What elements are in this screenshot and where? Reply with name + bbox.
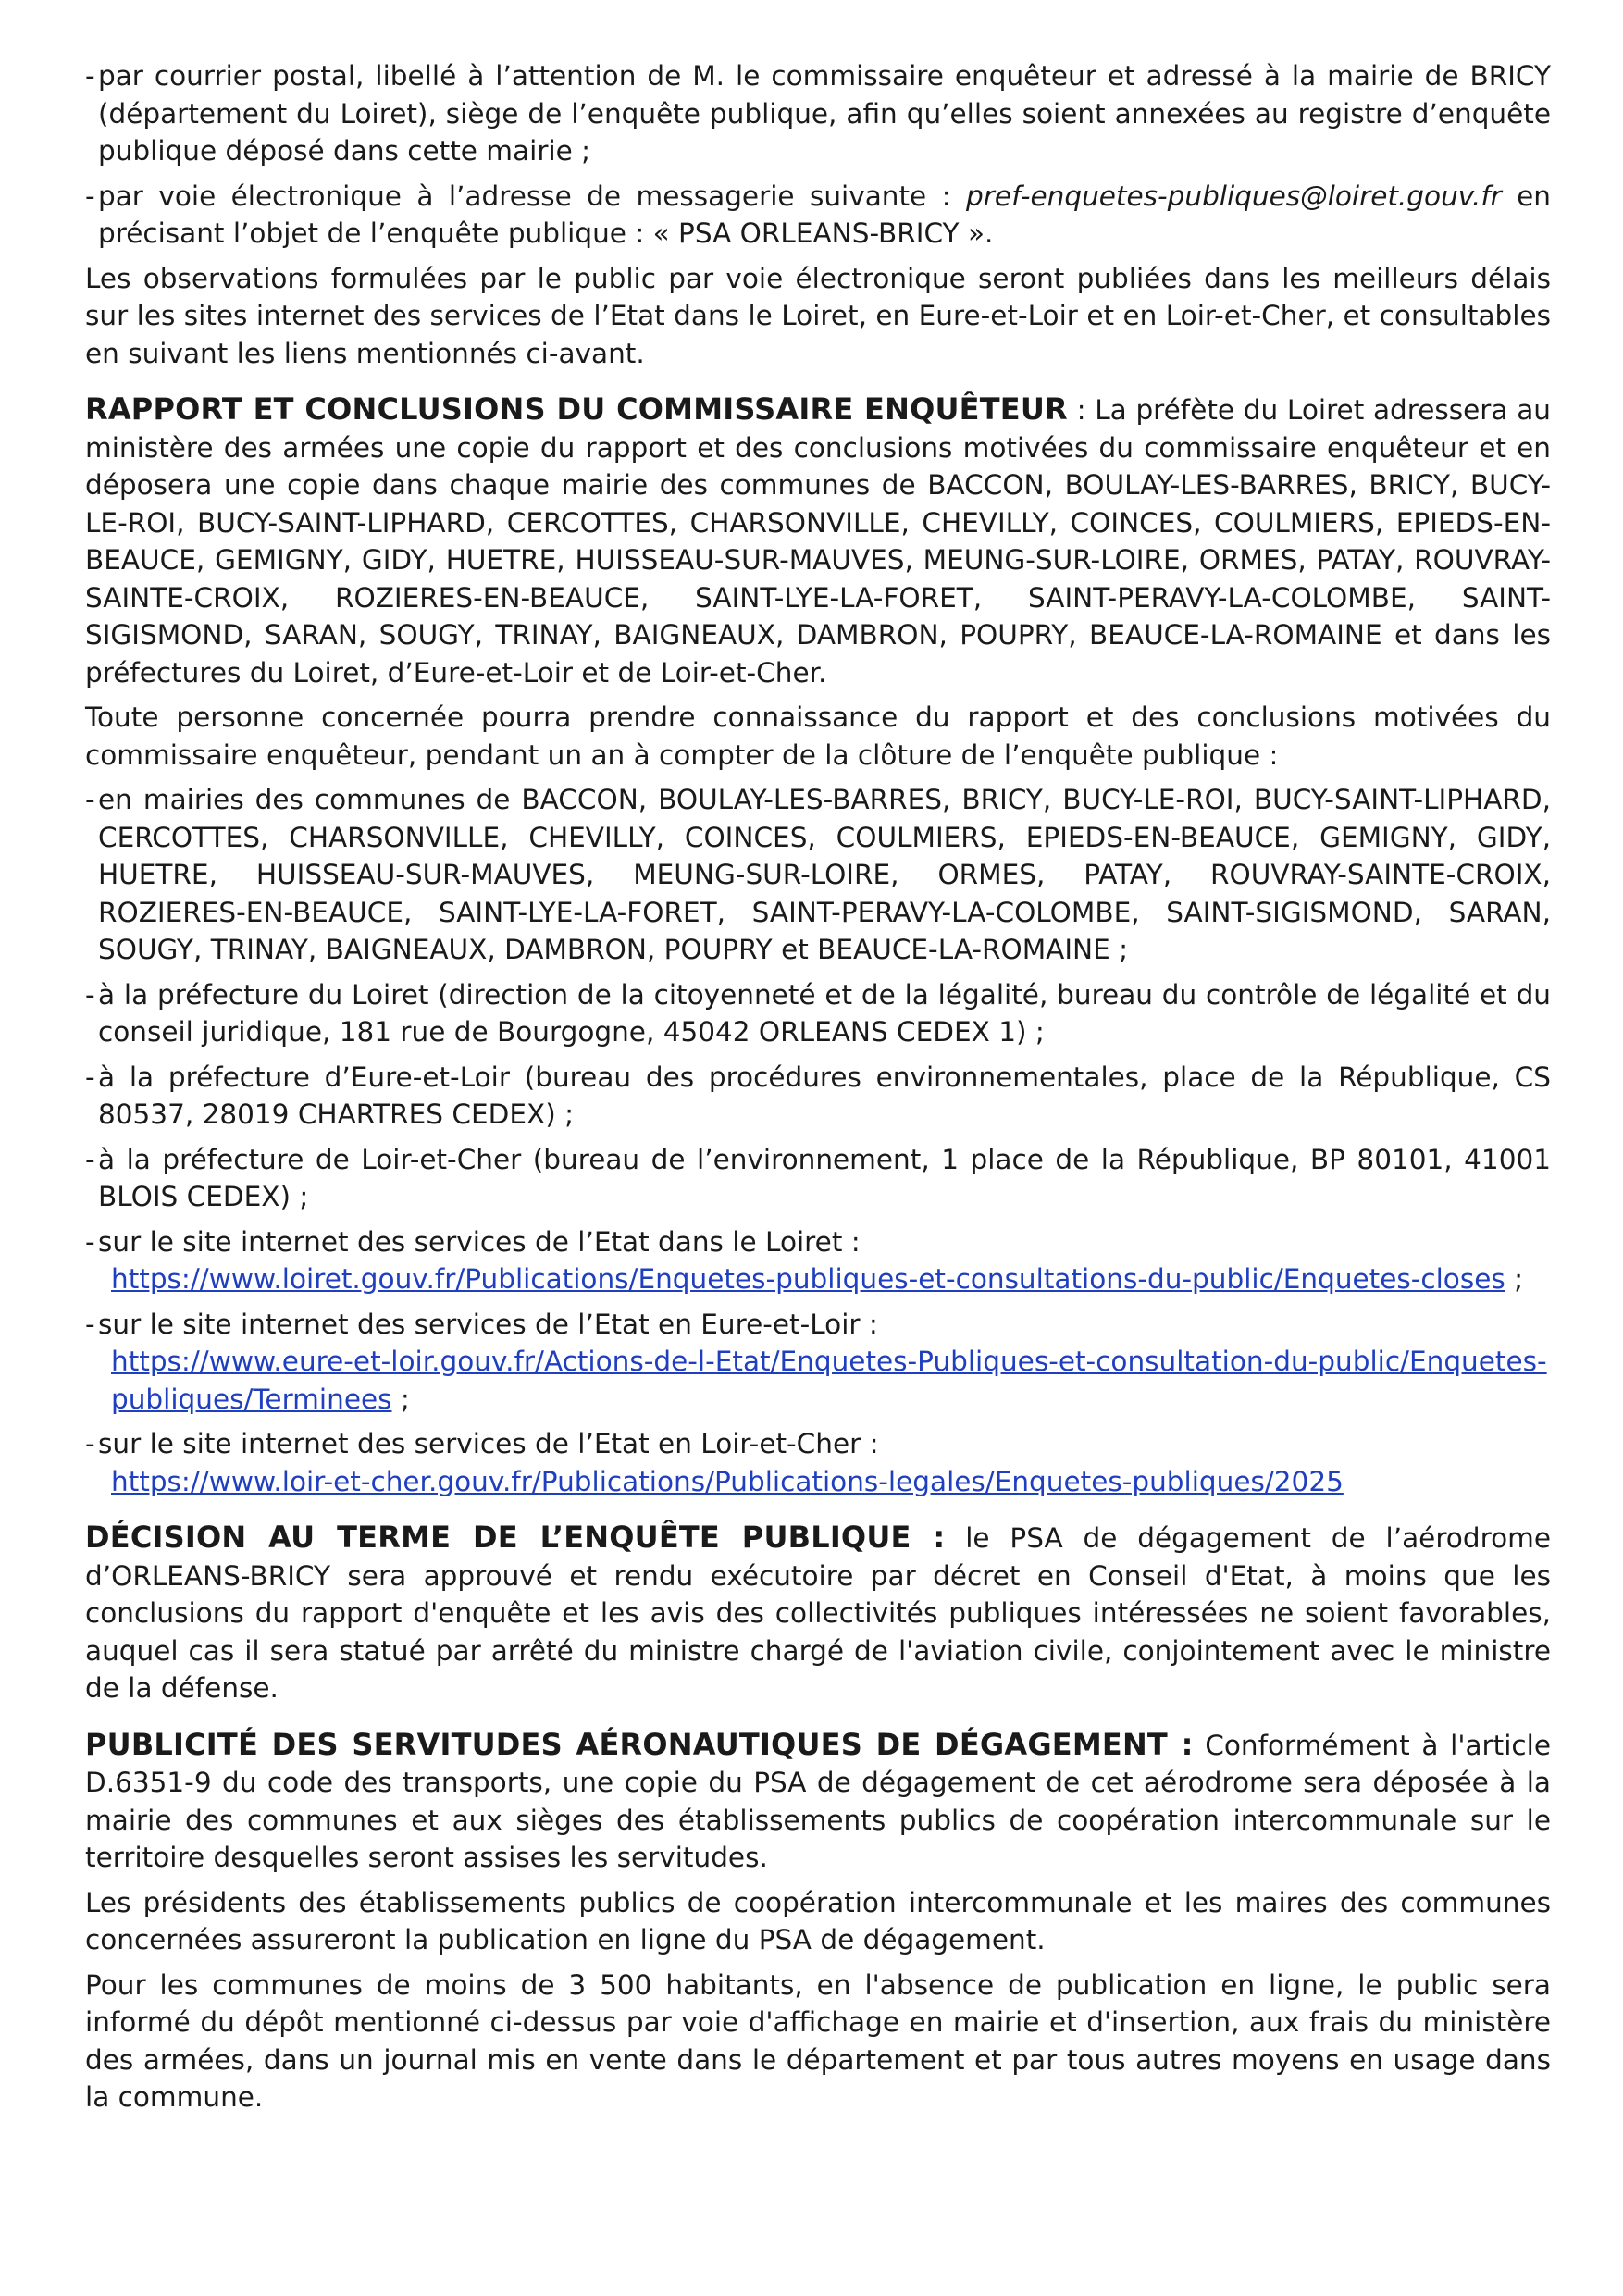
rapport-section [85,391,1551,691]
web-loir-et-cher-label: sur le site internet des services de l’Etat en Loir-et-Cher : [98,1428,879,1459]
publicite-heading: PUBLICITÉ DES SERVITUDES AÉRONAUTIQUES DE DÉGAGEMENT : [85,1726,1194,1762]
web-eure-et-loir-line [98,1343,1551,1418]
list-item-prefecture-eure-et-loir: - à la préfecture d’Eure-et-Loir (bureau des procédures environnementales, place de la République, CS 80537, 28019 CHARTRES CEDEX) ; [85,1059,1551,1134]
publicite-paragraph-3: Pour les communes de moins de 3 500 habitants, en l'absence de publication en ligne, le public sera informé du dépôt mentionné ci-dessus par voie d'affichage en mairie et d'insertion, aux frais du ministère des armées, dans un journal mis en vente dans le département et par tous autres moyens en usage dans la commune. [85,1968,1551,2113]
rapport-consultation-paragraph: Toute personne concernée pourra prendre connaissance du rapport et des conclusions motivées du commissaire enquêteur, pendant un an à compter de la clôture de l’enquête publique : [85,701,1551,771]
list-item-mairies: - en mairies des communes de BACCON, BOULAY-LES-BARRES, BRICY, BUCY-LE-ROI, BUCY-SAINT-LIPHARD, CERCOTTES, CHARSONVILLE, CHEVILLY, COINCES, COULMIERS, EPIEDS-EN-BEAUCE, GEMIGNY, GIDY, HUETRE, HUISSEAU-SUR-MAUVES, MEUNG-SUR-LOIRE, ORMES, PATAY, ROUVRAY-SAINTE-CROIX, ROZIERES-EN-BEAUCE, SAINT-LYE-LA-FORET, SAINT-PERAVY-LA-COLOMBE, SAINT-SIGISMOND, SARAN, SOUGY, TRINAY, BAIGNEAUX, DAMBRON, POUPRY et BEAUCE-LA-ROMAINE ; [85,781,1551,969]
list-item-web-eure-et-loir [85,1306,1551,1419]
web-loiret-line [98,1260,1551,1298]
list-item-courrier: - par courrier postal, libellé à l’attention de M. le commissaire enquêteur et adressé à la mairie de BRICY (département du Loiret), siège de l’enquête publique, afin qu’elles soient annexées au registre d’enquête publique déposé dans cette mairie ; [85,57,1551,170]
list-item-web-loir-et-cher [85,1425,1551,1500]
email-outro-text: en précisant l’objet de l’enquête publique : « PSA ORLEANS-BRICY ». [98,180,1551,249]
publicite-text: Conformément à l'article D.6351-9 du code des transports, une copie du PSA de dégagement de cet aérodrome sera déposée à la mairie des communes et aux sièges des établissements publics de coopération intercommunale sur le territoire desquelles seront assises les servitudes. [85,1729,1551,1873]
email-address: pref-enquetes-publiques@loiret.gouv.fr [965,180,1502,212]
list-item-email [85,178,1551,253]
publicite-section [85,1726,1551,1877]
web-eure-et-loir-suffix: ; [391,1383,410,1415]
rapport-heading: RAPPORT ET CONCLUSIONS DU COMMISSAIRE ENQUÊTEUR [85,391,1068,427]
list-item-prefecture-loiret: - à la préfecture du Loiret (direction de la citoyenneté et de la légalité, bureau du contrôle de légalité et du conseil juridique, 181 rue de Bourgogne, 45042 ORLEANS CEDEX 1) ; [85,976,1551,1051]
email-intro-text: par voie électronique à l’adresse de messagerie suivante : [98,180,966,212]
decision-section [85,1519,1551,1707]
web-loir-et-cher-line [98,1463,1551,1501]
observations-paragraph: Les observations formulées par le public par voie électronique seront publiées dans les meilleurs délais sur les sites internet des services de l’Etat dans le Loiret, en Eure-et-Loir et en Loir-et-Cher, et consultables en suivant les liens mentionnés ci-avant. [85,262,1551,369]
document-page [85,57,1551,2116]
decision-text: le PSA de dégagement de l’aérodrome d’ORLEANS-BRICY sera approuvé et rendu exécutoire par décret en Conseil d'Etat, à moins que les conclusions du rapport d'enquête et les avis des collectivités publiques intéressées ne soient favorables, auquel cas il sera statué par arrêté du ministre chargé de l'aviation civile, conjointement avec le ministre de la défense. [85,1522,1551,1704]
link-loir-et-cher[interactable]: https://www.loir-et-cher.gouv.fr/Publications/Publications-legales/Enquetes-publiques/2025 [111,1465,1344,1497]
decision-heading: DÉCISION AU TERME DE L’ENQUÊTE PUBLIQUE : [85,1520,946,1555]
web-eure-et-loir-label: sur le site internet des services de l’Etat en Eure-et-Loir : [98,1308,878,1340]
publicite-paragraph-2: Les présidents des établissements publics de coopération intercommunale et les maires des communes concernées assureront la publication en ligne du PSA de dégagement. [85,1886,1551,1955]
list-item-web-loiret [85,1223,1551,1298]
link-eure-et-loir[interactable]: https://www.eure-et-loir.gouv.fr/Actions-de-l-Etat/Enquetes-Publiques-et-consultation-du-public/Enquetes-publiques/Terminees [111,1346,1547,1415]
link-loiret[interactable]: https://www.loiret.gouv.fr/Publications/Enquetes-publiques-et-consultations-du-public/Enquetes-closes [111,1263,1505,1295]
list-item-prefecture-loir-et-cher: - à la préfecture de Loir-et-Cher (bureau de l’environnement, 1 place de la République, BP 80101, 41001 BLOIS CEDEX) ; [85,1141,1551,1216]
web-loiret-label: sur le site internet des services de l’Etat dans le Loiret : [98,1225,861,1258]
rapport-text: : La préfète du Loiret adressera au ministère des armées une copie du rapport et des conclusions motivées du commissaire enquêteur et en déposera une copie dans chaque mairie des communes de BACCON, BOULAY-LES-BARRES, BRICY, BUCY-LE-ROI, BUCY-SAINT-LIPHARD, CERCOTTES, CHARSONVILLE, CHEVILLY, COINCES, COULMIERS, EPIEDS-EN-BEAUCE, GEMIGNY, GIDY, HUETRE, HUISSEAU-SUR-MAUVES, MEUNG-SUR-LOIRE, ORMES, PATAY, ROUVRAY-SAINTE-CROIX, ROZIERES-EN-BEAUCE, SAINT-LYE-LA-FORET, SAINT-PERAVY-LA-COLOMBE, SAINT-SIGISMOND, SARAN, SOUGY, TRINAY, BAIGNEAUX, DAMBRON, POUPRY, BEAUCE-LA-ROMAINE et dans les préfectures du Loiret, d’Eure-et-Loir et de Loir-et-Cher. [85,394,1551,689]
web-loiret-suffix: ; [1505,1263,1524,1295]
